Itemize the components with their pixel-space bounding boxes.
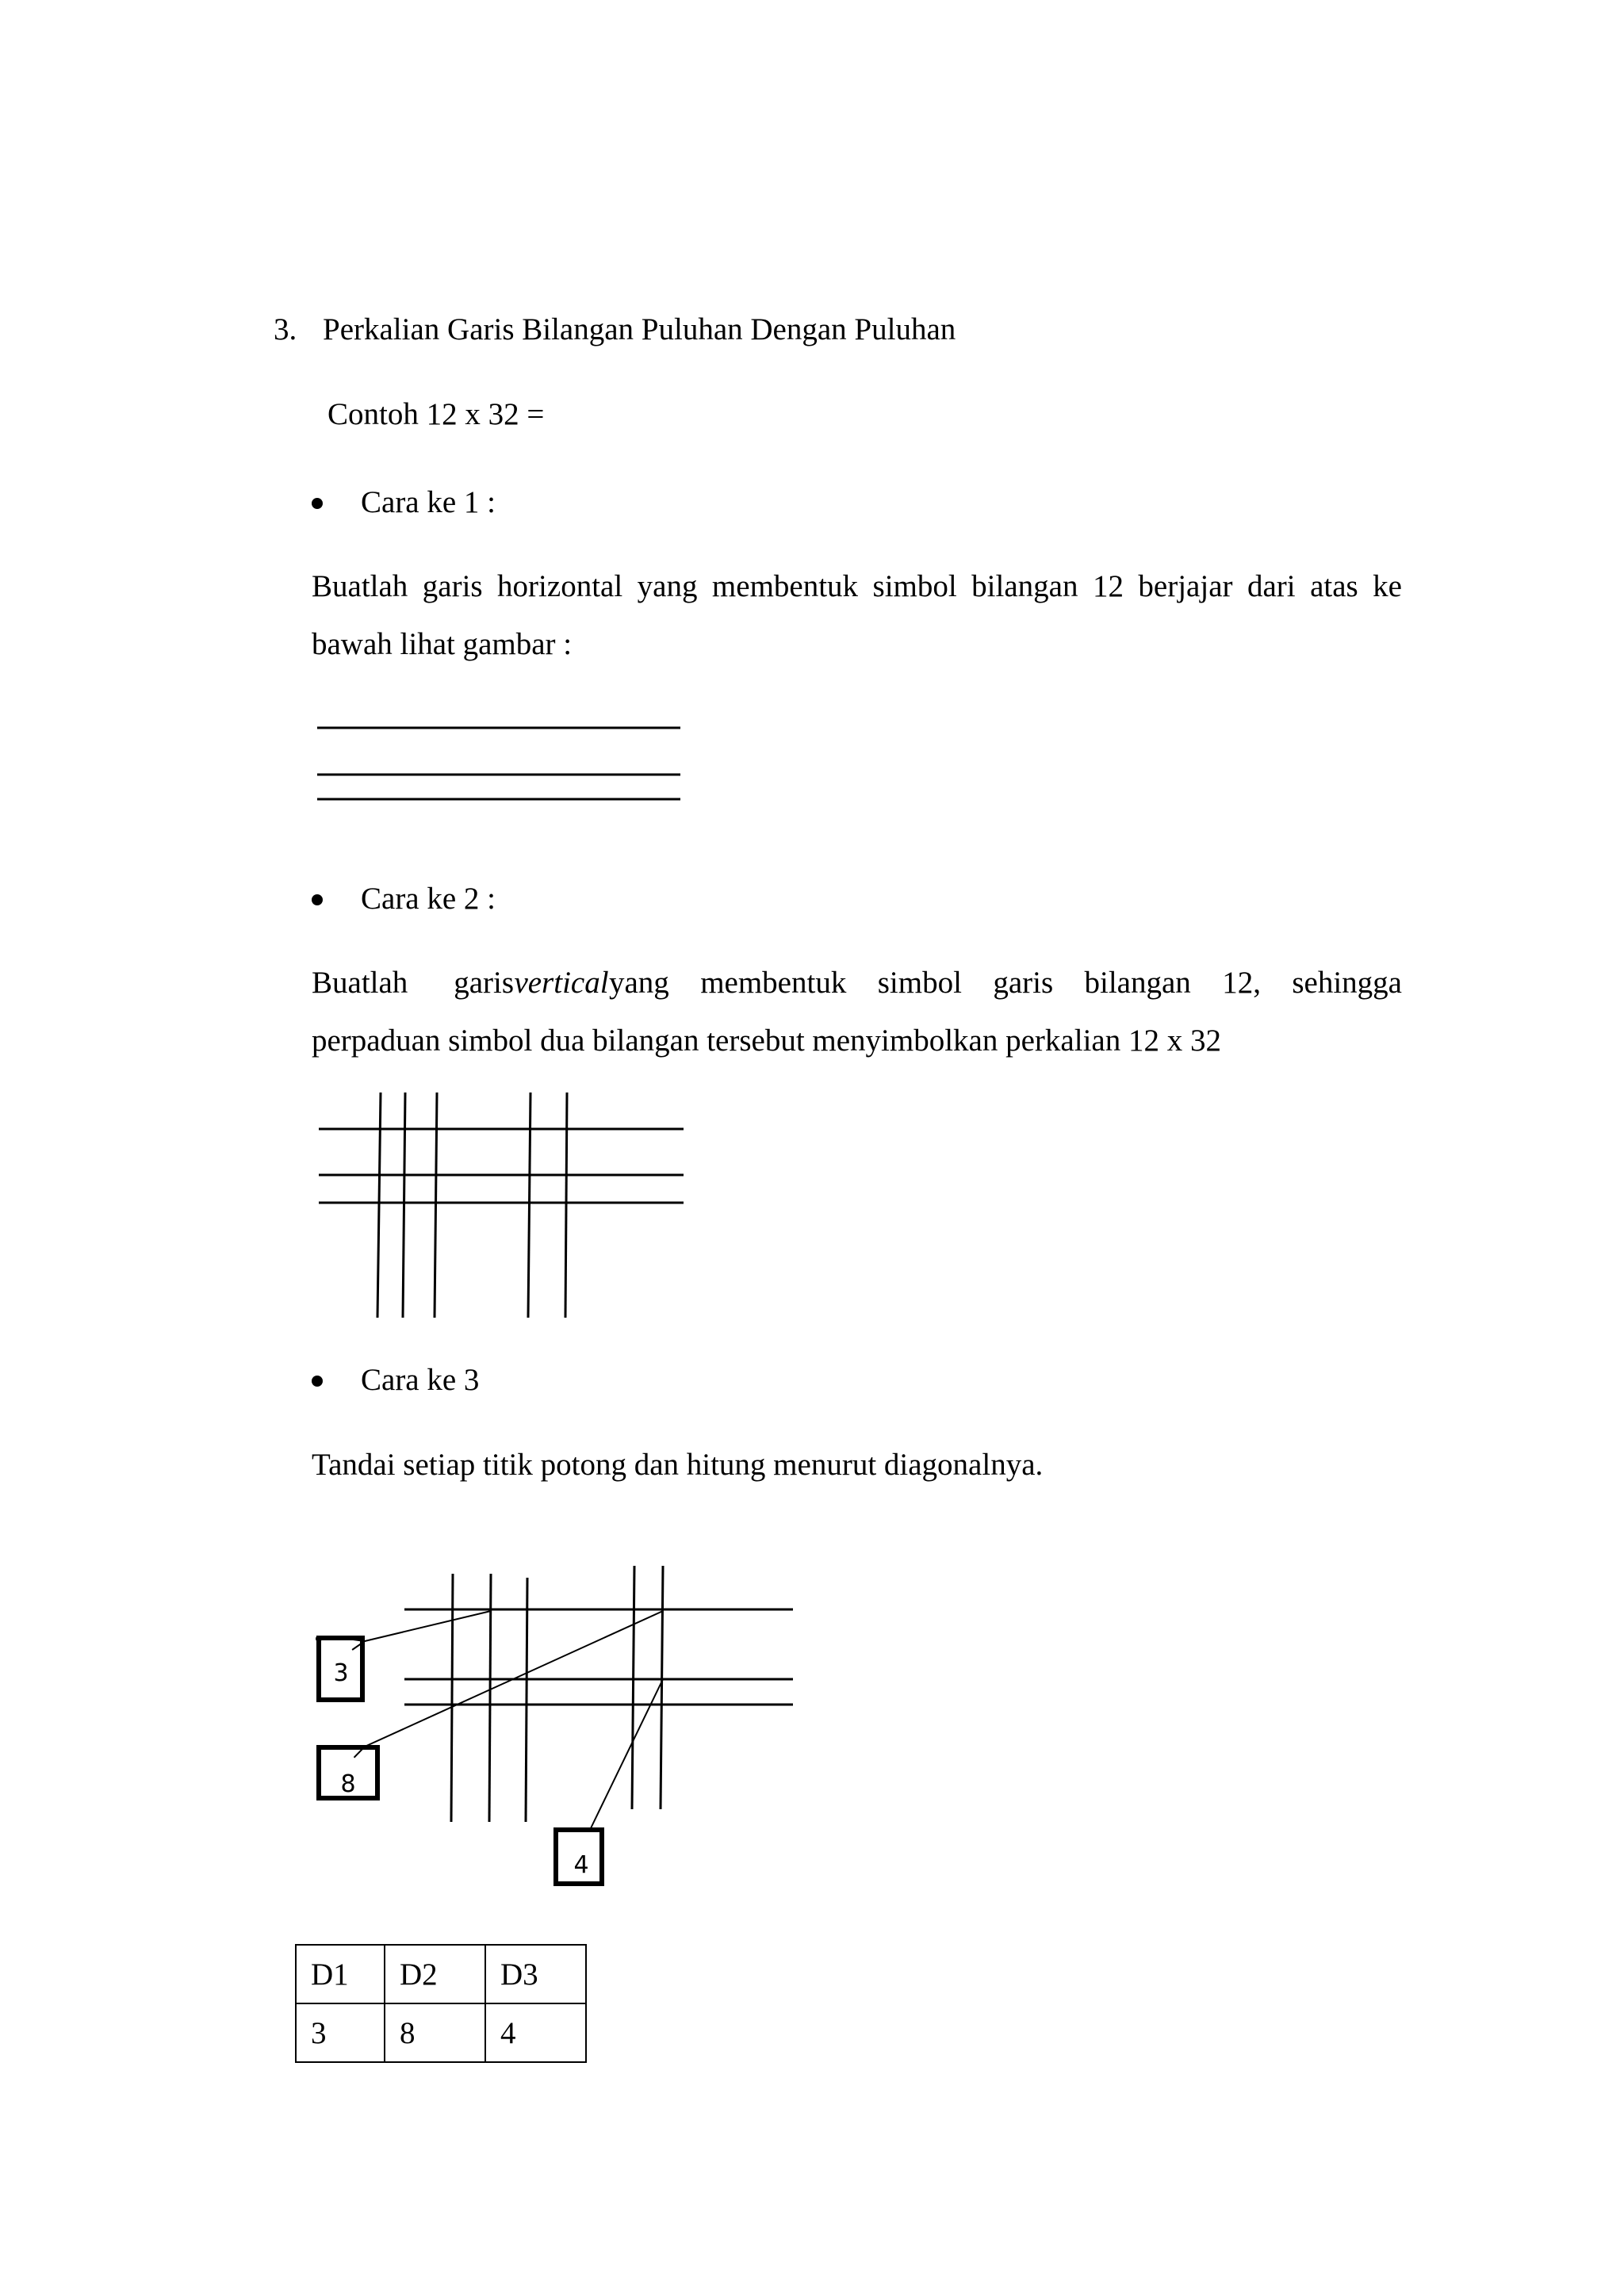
table-header-cell: D2: [385, 1945, 485, 2003]
method2-text-em: vertical: [514, 966, 609, 1000]
diag-vertical-4: [632, 1566, 634, 1809]
method2-text-part-a: Buatlah garis: [312, 966, 514, 1000]
diagonal-result-table: [295, 1944, 587, 2063]
result-box-d1-label: 3: [333, 1659, 349, 1687]
table-header-cell: D3: [485, 1945, 586, 2003]
diag-vertical-5: [661, 1566, 663, 1809]
method2-text-part-b: yang membentuk simbol garis bilangan 12, sehingga: [609, 966, 1402, 1000]
table-cell: 4: [485, 2003, 586, 2062]
diagonal-arrow-d1: [365, 1611, 491, 1641]
example-line: Contoh 12 x 32 =: [327, 397, 545, 431]
method2-label: Cara ke 2 :: [361, 882, 496, 916]
method3-text: Tandai setiap titik potong dan hitung menurut diagonalnya.: [312, 1448, 1044, 1482]
section-number: 3.: [274, 312, 297, 346]
result-box-d3-label: 4: [573, 1851, 589, 1879]
diagonal-line-d3: [591, 1679, 663, 1828]
table-cell: 8: [385, 2003, 485, 2062]
method1-text-line2: bawah lihat gambar :: [312, 627, 573, 661]
method3-label: Cara ke 3: [361, 1363, 480, 1397]
result-box-d2-label: 8: [340, 1770, 356, 1798]
method1-label: Cara ke 1 :: [361, 485, 496, 519]
table-cell: 3: [296, 2003, 385, 2062]
table-row: [296, 2003, 586, 2062]
section-title: Perkalian Garis Bilangan Puluhan Dengan Puluhan: [323, 312, 956, 346]
method2-text-line2: perpaduan simbol dua bilangan tersebut menyimbolkan perkalian 12 x 32: [312, 1024, 1221, 1058]
diag-vertical-1: [451, 1574, 453, 1822]
table-header-row: [296, 1945, 586, 2003]
table-header-cell: D1: [296, 1945, 385, 2003]
diag-vertical-3: [526, 1578, 527, 1822]
method1-text-line1: Buatlah garis horizontal yang membentuk simbol bilangan 12 berjajar dari atas ke: [312, 569, 1402, 603]
